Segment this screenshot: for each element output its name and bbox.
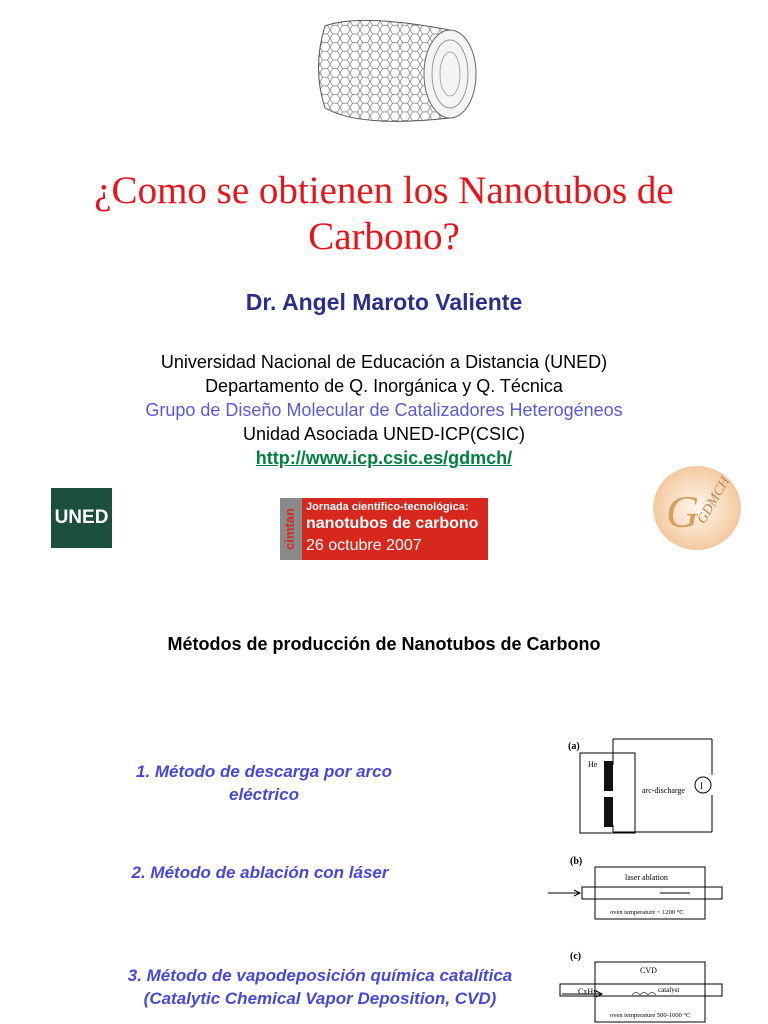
diagram-c-catalyst: catalyst — [658, 986, 680, 994]
method-3-line1: 3. Método de vapodeposición química catalítica — [127, 966, 513, 985]
page-title: ¿Como se obtienen los Nanotubos de Carbono? — [94, 169, 674, 258]
diagram-b-temp: oven temperature ~ 1200 °C — [610, 909, 684, 916]
diagram-b-label: (b) — [570, 856, 583, 867]
affiliation-department: Departamento de Q. Inorgánica y Q. Técnica — [205, 376, 563, 396]
uned-logo — [51, 488, 112, 548]
diagram-c-label: (c) — [570, 951, 582, 962]
website-link[interactable]: http://www.icp.csic.es/gdmch/ — [255, 448, 513, 468]
diagram-b-name: laser ablation — [625, 873, 668, 882]
section-title: Métodos de producción de Nanotubos de Carbono — [167, 634, 601, 654]
affiliation-group: Grupo de Diseño Molecular de Catalizadores Heterogéneos — [145, 400, 623, 420]
diagram-c-gas: CxHy — [578, 987, 598, 996]
laser-ablation-diagram — [540, 853, 730, 923]
uned-logo-text: UNED — [54, 507, 109, 528]
banner-line-1: Jornada científico-tecnológica: — [306, 501, 469, 513]
diagram-c-temp: oven temperature 500-1000 °C — [610, 1012, 691, 1019]
method-1-line1: 1. Método de descarga por arco — [135, 762, 392, 781]
gdmch-logo-text: GDMCH — [694, 474, 734, 527]
cvd-diagram — [540, 950, 730, 1024]
diagram-a-label: (a) — [568, 741, 580, 752]
method-2: 2. Método de ablación con láser — [131, 863, 389, 882]
svg-text:G: G — [666, 486, 700, 537]
affiliation-university: Universidad Nacional de Educación a Distancia (UNED) — [160, 352, 608, 372]
diagram-a-name: arc-discharge — [642, 786, 685, 795]
banner-line-2: nanotubos de carbono — [306, 515, 479, 532]
diagram-a-gas: He — [588, 760, 598, 769]
author-name: Dr. Angel Maroto Valiente — [245, 289, 523, 315]
diagram-c-name: CVD — [640, 966, 657, 975]
method-3 — [40, 964, 600, 1010]
diagram-a-meter: I — [700, 781, 703, 791]
method-3-line2: (Catalytic Chemical Vapor Deposition, CVD) — [143, 989, 497, 1008]
banner-side-logo: cimtan — [282, 508, 297, 550]
nanotube-illustration — [300, 8, 490, 130]
method-1 — [100, 760, 428, 806]
method-1-line2: eléctrico — [229, 785, 299, 804]
affiliation-unit: Unidad Asociada UNED-ICP(CSIC) — [242, 424, 526, 444]
gdmch-logo — [652, 465, 742, 551]
arc-discharge-diagram — [560, 735, 730, 835]
banner-line-3: 26 octubre 2007 — [306, 537, 422, 554]
